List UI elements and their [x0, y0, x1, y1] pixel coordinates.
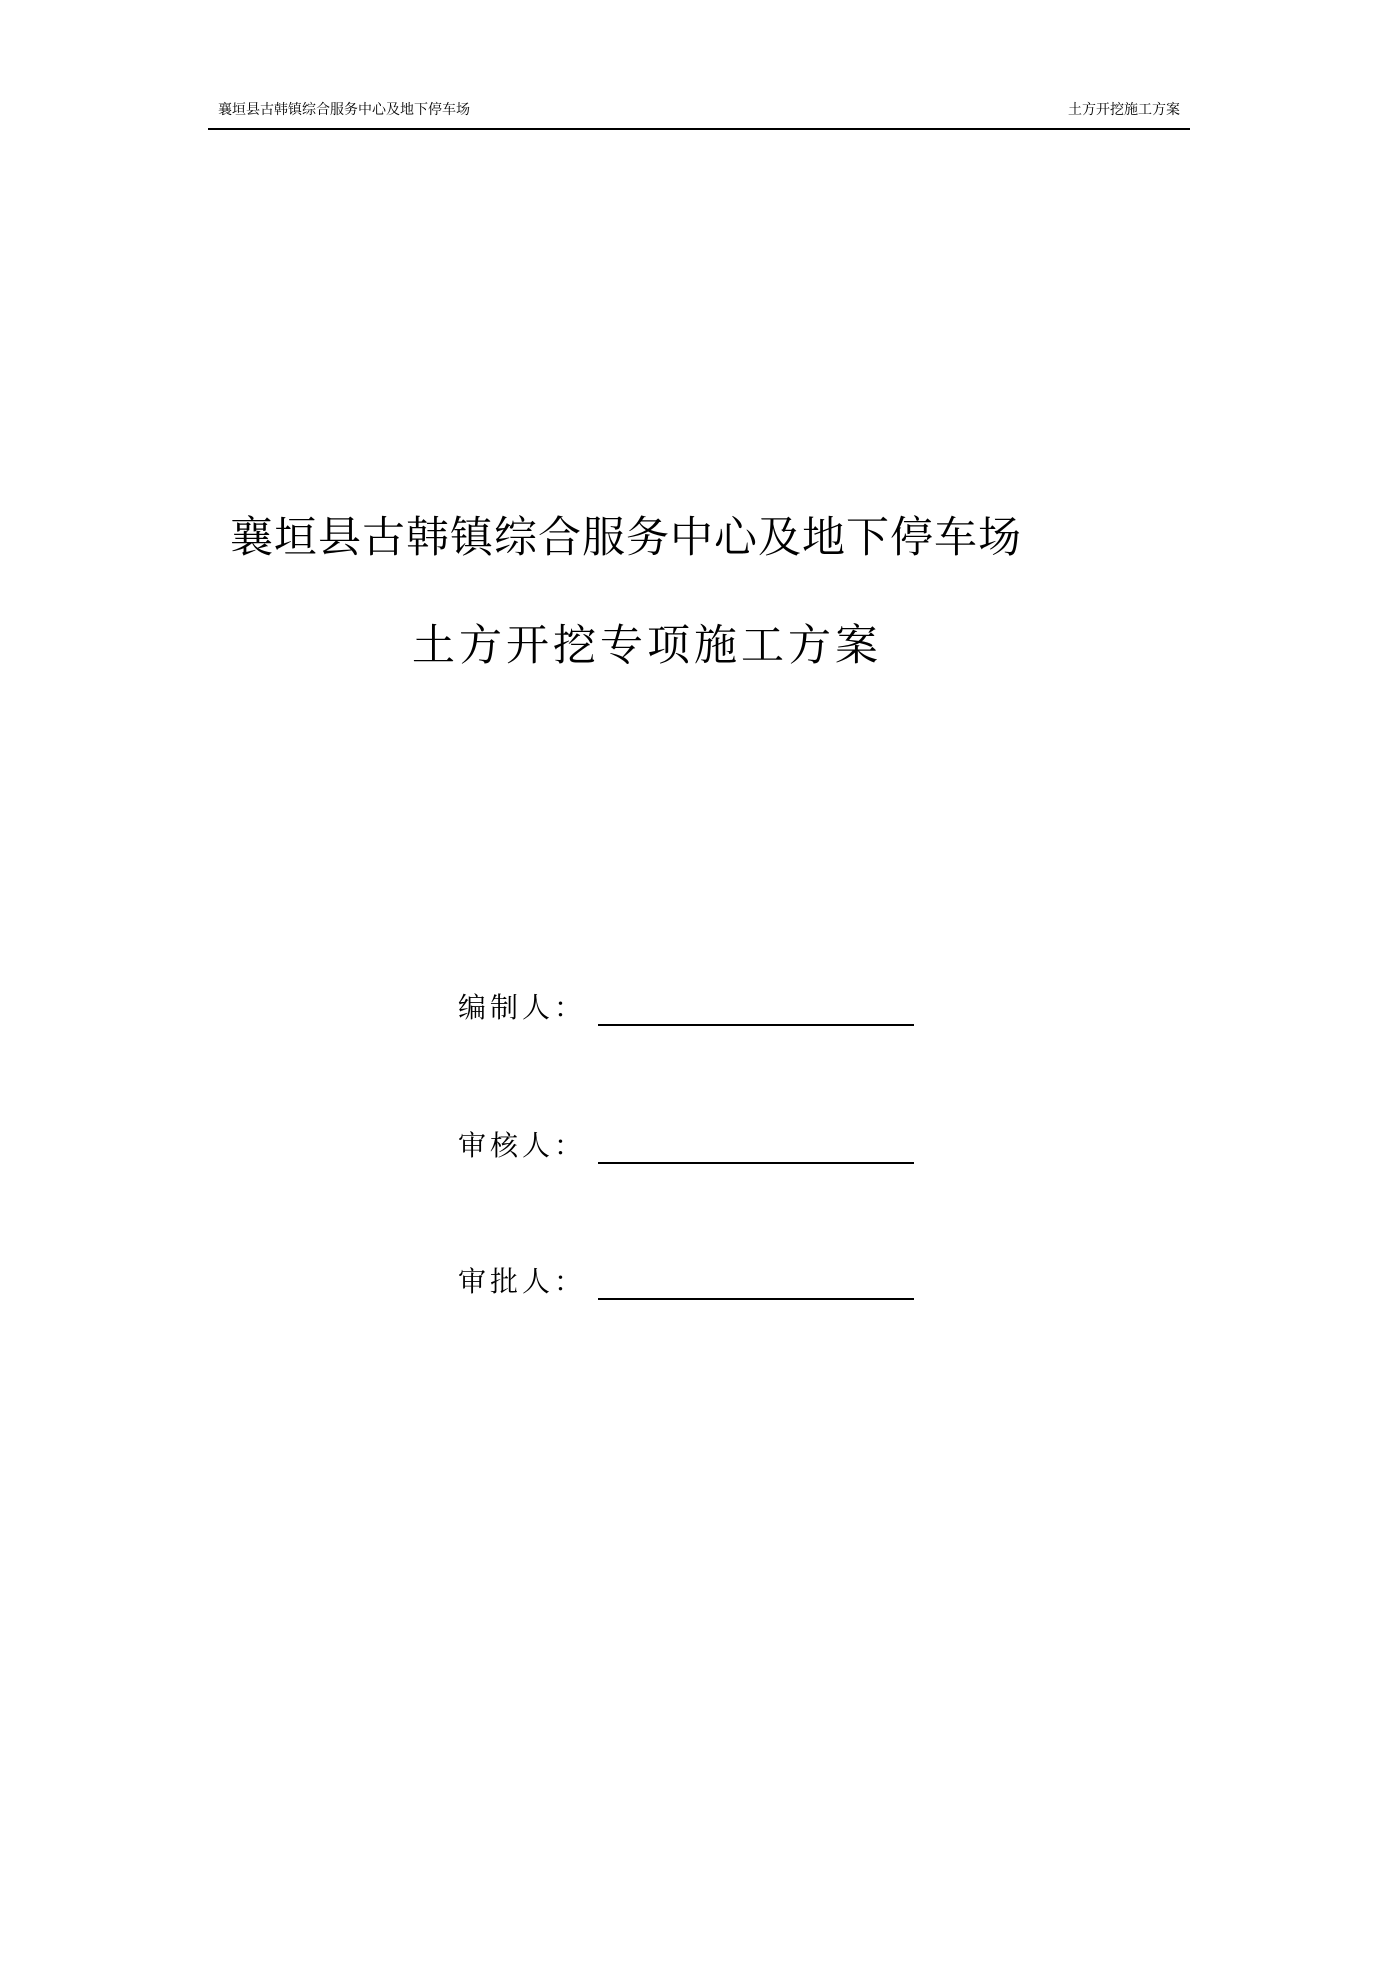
signature-line-reviewer — [598, 1162, 914, 1164]
signature-label-approver: 审批人： — [458, 1265, 587, 1298]
signature-row-reviewer — [458, 1128, 918, 1164]
page-header — [208, 98, 1190, 130]
document-title-project: 襄垣县古韩镇综合服务中心及地下停车场 — [230, 513, 1022, 563]
header-project-name: 襄垣县古韩镇综合服务中心及地下停车场 — [218, 102, 470, 118]
header-document-name: 土方开挖施工方案 — [1068, 102, 1180, 118]
document-title-plan: 土方开挖专项施工方案 — [412, 621, 882, 671]
signature-label-compiler: 编制人： — [458, 991, 587, 1024]
signature-row-approver — [458, 1264, 918, 1300]
signature-line-compiler — [598, 1024, 914, 1026]
signature-line-approver — [598, 1298, 914, 1300]
signature-row-compiler — [458, 990, 918, 1026]
signature-label-reviewer: 审核人： — [458, 1129, 587, 1162]
